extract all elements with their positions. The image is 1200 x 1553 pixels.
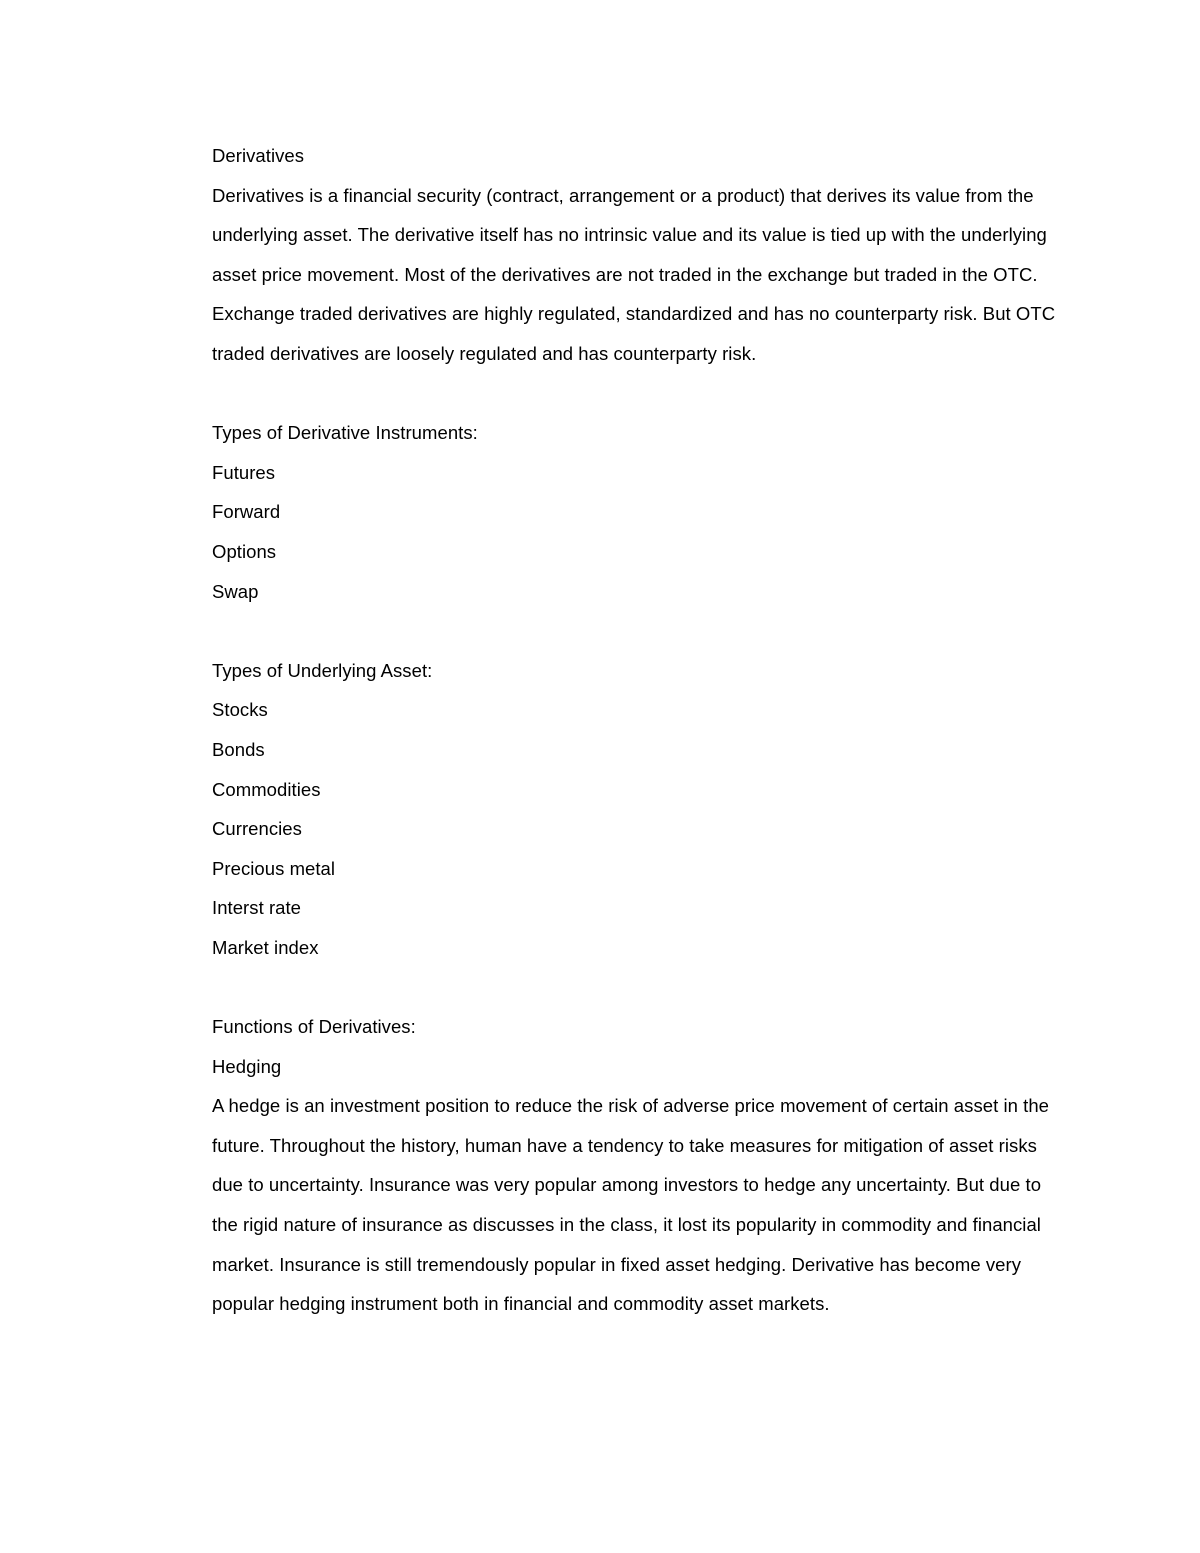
underlying-item: Currencies — [212, 818, 302, 840]
spacer — [212, 611, 1072, 651]
hedging-subheading: Hedging — [212, 1055, 282, 1077]
hedging-paragraph: A hedge is an investment position to reduce the risk of adverse price movement of certain asset in the future. Throughout the history, human have a tendency to take measures for mitigation of asset risks due to uncertainty. Insurance was very popular among investors to hedge any uncertainty. But due to the rigid nature of insurance as discusses in the class, it lost its popularity in commodity and financial market. Insurance is still tremendously popular in fixed asset hedging. Derivative has become very popular hedging instrument both in financial and commodity asset markets. — [212, 1095, 1050, 1315]
intro-paragraph: Derivatives is a financial security (contract, arrangement or a product) that derives its value from the underlying asset. The derivative itself has no intrinsic value and its value is tied up with the underlying asset price movement. Most of the derivatives are not traded in the exchange but traded in the OTC. Exchange traded derivatives are highly regulated, standardized and has no counterparty risk. But OTC traded derivatives are loosely regulated and has counterparty risk. — [212, 184, 1056, 364]
instrument-item: Options — [212, 540, 277, 562]
instrument-item: Forward — [212, 501, 281, 523]
underlying-item: Stocks — [212, 699, 268, 721]
instruments-heading: Types of Derivative Instruments: — [212, 422, 478, 444]
instrument-item: Futures — [212, 461, 276, 483]
underlying-heading: Types of Underlying Asset: — [212, 659, 433, 681]
underlying-item: Precious metal — [212, 857, 336, 879]
document-title: Derivatives — [212, 145, 305, 166]
underlying-item: Market index — [212, 936, 319, 958]
underlying-item: Bonds — [212, 738, 265, 760]
document-body — [212, 136, 1072, 1324]
functions-heading: Functions of Derivatives: — [212, 1016, 416, 1038]
instrument-item: Swap — [212, 580, 259, 602]
underlying-item: Interst rate — [212, 897, 302, 919]
spacer — [212, 374, 1072, 414]
underlying-item: Commodities — [212, 778, 321, 800]
spacer — [212, 967, 1072, 1007]
